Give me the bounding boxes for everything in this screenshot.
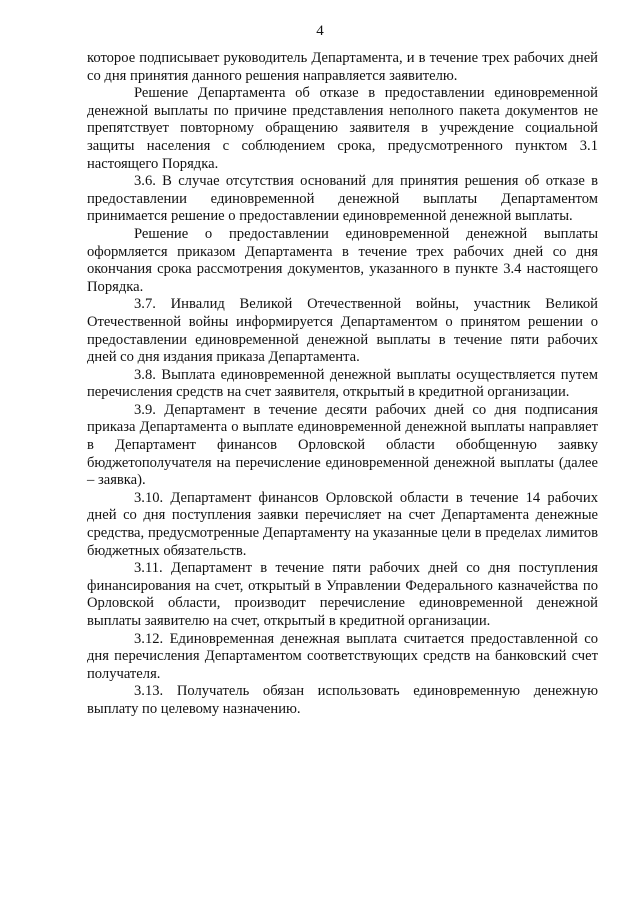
paragraph-3-11: 3.11. Департамент в течение пяти рабочих дней со дня поступления финансирования на счет, открытый в Управлении Федерального казначейства по Орловской области, производит перечисление единовременной денежной выплаты заявителю на счет, открытый в кредитной организации. bbox=[87, 560, 598, 629]
paragraph-3-8: 3.8. Выплата единовременной денежной выплаты осуществляется путем перечисления средств на счет заявителя, открытый в кредитной организации. bbox=[87, 366, 598, 401]
page-number: 4 bbox=[316, 23, 324, 39]
paragraph-3-6: 3.6. В случае отсутствия оснований для принятия решения об отказе в предоставлении единовременной денежной выплаты Департаментом принимается решение о предоставлении единовременной денежной выплаты. bbox=[87, 173, 598, 225]
paragraph-decision-order: Решение о предоставлении единовременной денежной выплаты оформляется приказом Департамента в течение трех рабочих дней со дня окончания срока рассмотрения документов, указанного в пункте 3.4 настоящего Порядка. bbox=[87, 225, 598, 295]
paragraph-3-7: 3.7. Инвалид Великой Отечественной войны, участник Великой Отечественной войны информируется Департаментом о принятом решении о предоставлении единовременной денежной выплаты в течение пяти рабочих дней со дня издания приказа Департамента. bbox=[87, 296, 598, 366]
paragraph-3-10: 3.10. Департамент финансов Орловской области в течение 14 рабочих дней со дня поступления заявки перечисляет на счет Департамента денежные средства, предусмотренные Департаменту на указанные цели в пределах лимитов бюджетных обязательств. bbox=[87, 489, 598, 559]
paragraph-refusal-decision: Решение Департамента об отказе в предоставлении единовременной денежной выплаты по причине представления неполного пакета документов не препятствует повторному обращению заявителя в учреждение социальной защиты населения с соблюдением срока, предусмотренного пунктом 3.1 настоящего Порядка. bbox=[87, 85, 598, 172]
paragraph-3-13: 3.13. Получатель обязан использовать единовременную денежную выплату по целевому назначению. bbox=[87, 683, 598, 717]
paragraph-3-12: 3.12. Единовременная денежная выплата считается предоставленной со дня перечисления Департаментом соответствующих средств на банковский счет получателя. bbox=[87, 630, 598, 682]
paragraph-continuation: которое подписывает руководитель Департамента, и в течение трех рабочих дней со дня принятия данного решения направляется заявителю. bbox=[87, 50, 598, 84]
paragraph-3-9: 3.9. Департамент в течение десяти рабочих дней со дня подписания приказа Департамента о выплате единовременной денежной выплаты направляет в Департамент финансов Орловской области обобщенную заявку бюджетополучателя на перечисление единовременной денежной выплаты (далее – заявка). bbox=[87, 401, 598, 489]
document-body bbox=[87, 50, 598, 719]
